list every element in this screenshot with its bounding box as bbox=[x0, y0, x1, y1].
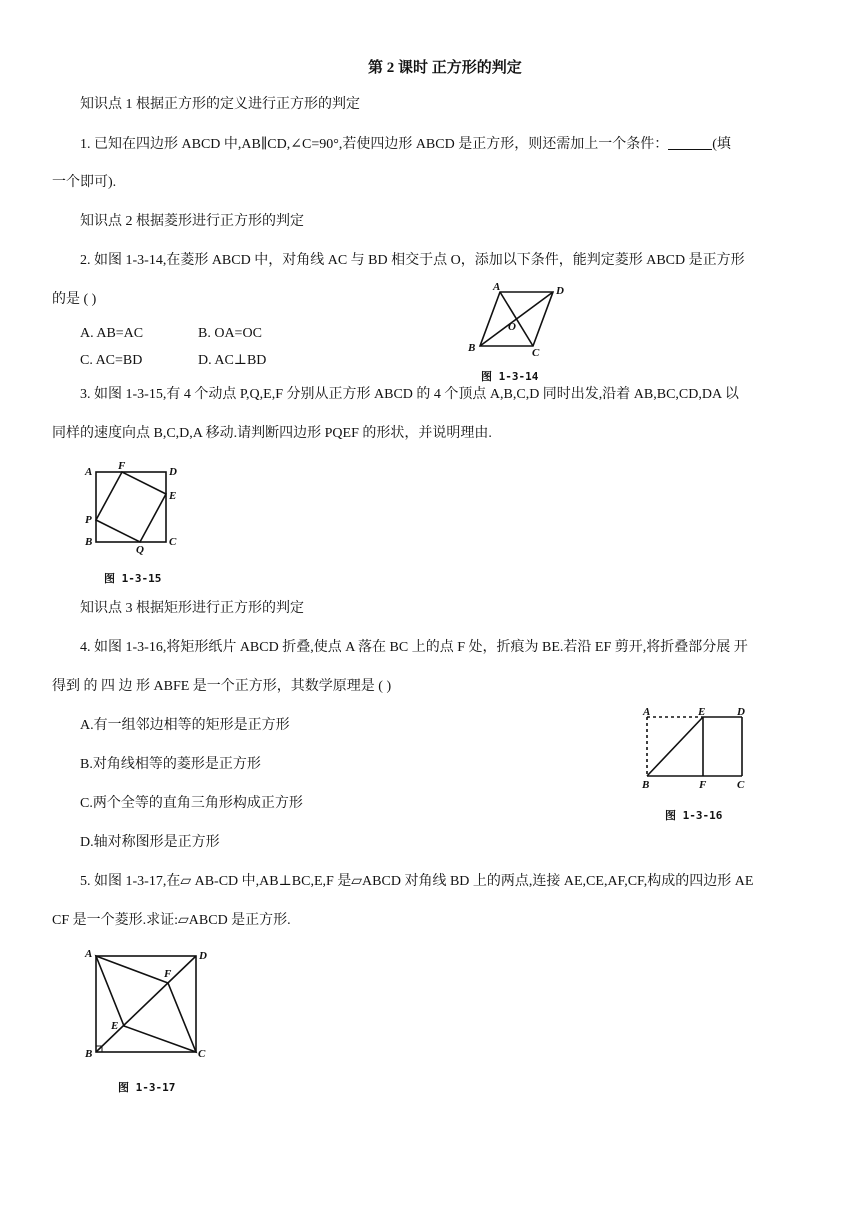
question-2-option-a: A. AB=AC bbox=[80, 326, 144, 341]
label-b: B bbox=[642, 779, 650, 791]
figure-1-3-15 bbox=[82, 458, 187, 558]
knowledge-point-1: 知识点 1 根据正方形的定义进行正方形的判定 bbox=[80, 97, 360, 112]
question-4-option-b: B.对角线相等的菱形是正方形 bbox=[80, 757, 261, 772]
square-abcd bbox=[96, 472, 166, 542]
question-4-option-a: A.有一组邻边相等的矩形是正方形 bbox=[80, 718, 290, 733]
question-4-line-1: 4. 如图 1-3-16,将矩形纸片 ABCD 折叠,使点 A 落在 BC 上的点 F 处，折痕为 BE.若沿 EF 剪开,将折叠部分展 开 bbox=[80, 640, 748, 655]
label-a: A bbox=[493, 281, 501, 293]
label-d: D bbox=[169, 466, 177, 478]
question-2-line-2: 的是 ( ) bbox=[52, 292, 97, 307]
label-d: D bbox=[199, 950, 207, 962]
label-a: A bbox=[85, 466, 93, 478]
diagonal-bd bbox=[480, 292, 553, 346]
question-2-option-d: D. AC⊥BD bbox=[198, 353, 267, 368]
question-1-line-2: 一个即可). bbox=[52, 175, 117, 190]
question-3-line-2: 同样的速度向点 B,C,D,A 移动.请判断四边形 PQEF 的形状，并说明理由. bbox=[52, 426, 492, 441]
question-2-line-1: 2. 如图 1-3-14,在菱形 ABCD 中，对角线 AC 与 BD 相交于点 O，添加以下条件，能判定菱形 ABCD 是正方形 bbox=[80, 253, 745, 268]
label-d: D bbox=[737, 706, 745, 718]
knowledge-point-2: 知识点 2 根据菱形进行正方形的判定 bbox=[80, 214, 304, 229]
label-o: O bbox=[508, 321, 516, 333]
label-e: E bbox=[111, 1020, 119, 1032]
quadrilateral-pqef bbox=[96, 472, 166, 542]
figure-1-3-17-caption: 图 1-3-17 bbox=[118, 1081, 176, 1094]
label-c: C bbox=[737, 779, 745, 791]
label-e: E bbox=[169, 490, 177, 502]
label-c: C bbox=[532, 347, 540, 359]
question-4-option-c: C.两个全等的直角三角形构成正方形 bbox=[80, 796, 303, 811]
question-3-line-1: 3. 如图 1-3-15,有 4 个动点 P,Q,E,F 分别从正方形 ABCD 的 4 个顶点 A,B,C,D 同时出发,沿着 AB,BC,CD,DA 以 bbox=[80, 387, 739, 402]
label-c: C bbox=[198, 1048, 206, 1060]
label-f: F bbox=[699, 779, 707, 791]
question-5-line-2: CF 是一个菱形.求证:▱ABCD 是正方形. bbox=[52, 913, 291, 928]
figure-1-3-14-caption: 图 1-3-14 bbox=[481, 370, 539, 383]
crease-be bbox=[647, 717, 703, 776]
question-1-tail: (填 bbox=[712, 137, 731, 152]
figure-1-3-16 bbox=[638, 702, 753, 792]
question-2-option-c: C. AC=BD bbox=[80, 353, 143, 368]
label-b: B bbox=[85, 1048, 93, 1060]
question-1-text: 1. 已知在四边形 ABCD 中,AB∥CD,∠C=90°,若使四边形 ABCD 是正方形，则还需加上一个条件： bbox=[80, 137, 669, 152]
label-b: B bbox=[85, 536, 93, 548]
label-a: A bbox=[643, 706, 651, 718]
figure-1-3-16-caption: 图 1-3-16 bbox=[665, 809, 723, 822]
label-c: C bbox=[169, 536, 177, 548]
question-4-line-2: 得到 的 四 边 形 ABFE 是一个正方形，其数学原理是 ( ) bbox=[52, 679, 392, 694]
question-5-line-1: 5. 如图 1-3-17,在▱ AB-CD 中,AB⊥BC,E,F 是▱ABCD 对角线 BD 上的两点,连接 AE,CE,AF,CF,构成的四边形 AE bbox=[80, 874, 754, 889]
label-f: F bbox=[118, 460, 126, 472]
label-f: F bbox=[164, 968, 172, 980]
label-d: D bbox=[556, 285, 564, 297]
label-p: P bbox=[85, 514, 92, 526]
label-q: Q bbox=[136, 544, 144, 556]
label-a: A bbox=[85, 948, 93, 960]
figure-1-3-14 bbox=[465, 280, 575, 359]
label-e: E bbox=[698, 706, 706, 718]
answer-blank bbox=[668, 135, 712, 150]
knowledge-point-3: 知识点 3 根据矩形进行正方形的判定 bbox=[80, 601, 304, 616]
figure-1-3-15-caption: 图 1-3-15 bbox=[104, 572, 162, 585]
diagonal-bd bbox=[96, 956, 196, 1052]
question-1-line-1 bbox=[80, 135, 731, 154]
question-4-option-d: D.轴对称图形是正方形 bbox=[80, 835, 220, 850]
page-title: 第 2 课时 正方形的判定 bbox=[368, 60, 522, 76]
question-2-option-b: B. OA=OC bbox=[198, 326, 262, 341]
figure-1-3-17 bbox=[82, 944, 212, 1064]
label-b: B bbox=[468, 342, 476, 354]
